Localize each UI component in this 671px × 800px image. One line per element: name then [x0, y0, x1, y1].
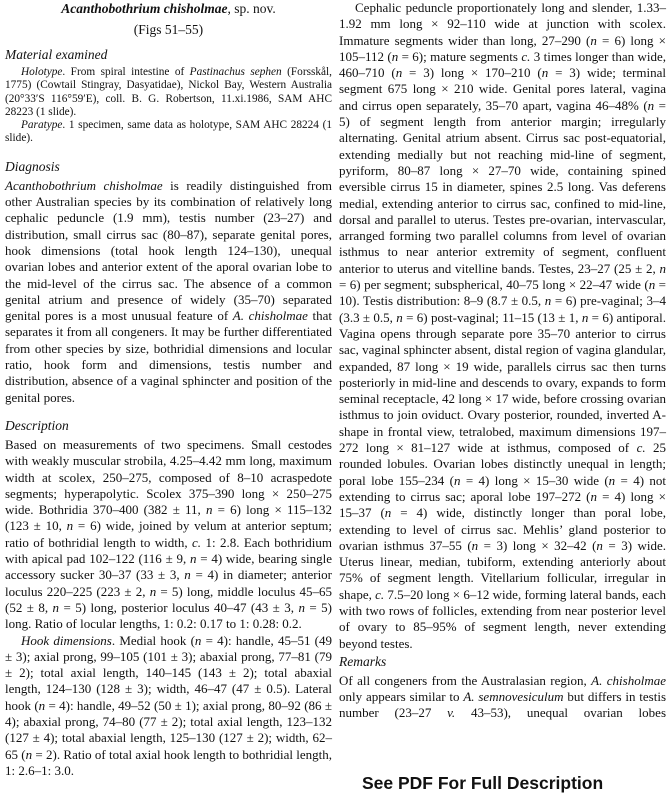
text-run: = 6) long × 105–112 (	[339, 32, 666, 64]
text-run: 7.5–20 long × 6–12 wide, forming lateral bands, each with two rows of follicles, extending from near posterior level of ovary to 85–95% of segment length, never extending beyond testes.	[339, 586, 666, 651]
text-run: 1: 2.8. Each bothridium with apical pad 102–122 (116 ± 9,	[5, 534, 333, 567]
diagnosis-heading: Diagnosis	[5, 158, 60, 174]
italic-text-run: n	[648, 277, 656, 293]
text-run: = 10). Testis distribution: 8–9 (8.7 ± 0.5,	[339, 277, 666, 309]
remarks-paragraph	[339, 673, 666, 722]
text-run: is readily distinguished from other Australian species by its combination of relatively long cephalic peduncle (1.9 mm), testis number (23–27) and distribution, small cirrus sac (80–87), separate genital pores, hook dimensions (total hook length 124–130), unequal ovarian lobes and anterior extent of the aporal ovarian lobe to the mid-level of the cirrus sac. The absence of a common genital atrium and presence of widely (35–70) separated genital pores is a most unusual feature of	[5, 177, 332, 324]
text-run: = 4) in diameter; anterior loculus 220–225 (223 ± 2,	[5, 567, 333, 599]
text-run: . Medial hook (	[111, 632, 195, 648]
species-title	[5, 0, 332, 17]
text-run: 3 times longer than wide, 460–710 (	[339, 48, 666, 81]
italic-text-run: n	[184, 567, 191, 583]
italic-text-run: n	[659, 260, 666, 276]
material-examined-heading: Material examined	[5, 47, 108, 62]
text-run: only appears similar to	[339, 689, 464, 705]
text-run: = 4) long × 15–30 wide (	[460, 472, 609, 488]
species-status: , sp. nov.	[227, 1, 276, 16]
text-run: = 6) antiporal. Vagina opens through separate pore 35–70 anterior to cirrus sac, vaginal sphincter absent, distal region of vagina glandular, expanded, 87 long × 19 wide, parallels cirrus sac then turns posteriorly in mid-line and descends to ovary, expands to form seminal receptacle, 42 long × 17 wide, before crossing ovarian isthmus to join oviduct. Ovary posterior, rounded, inverted A-shape in frontal view, tetralobed, maximum dimensions 197–272 long × 81–127 wide at isthmus, composed of	[339, 309, 666, 456]
text-run: = 4) long × 15–37 (	[339, 488, 666, 521]
text-run: . 1 specimen, same data as holotype, SAM AHC 28224 (1 slide).	[5, 119, 332, 145]
italic-text-run: n	[52, 599, 60, 615]
italic-text-run: A. chisholmae	[232, 308, 308, 324]
italic-text-run: n	[396, 309, 403, 325]
italic-text-run: c.	[636, 440, 646, 456]
description-heading: Description	[5, 417, 69, 433]
text-run: = 2). Ratio of total axial hook length to bothridial length, 1: 2.6–1: 3.0.	[5, 746, 332, 778]
text-run: (Forsskål, 1775) (Cowtail Stingray, Dasyatidae), Nickol Bay, Western Australia (20°33′S 116°59′E), coll. B. G. Robertson, 11.xi.1986, SAM AHC 28223 (1 slide).	[5, 66, 333, 118]
italic-text-run: c.	[192, 534, 202, 550]
text-run: = 6) wide, joined by velum at anterior septum; ratio of bothridial length to width,	[5, 518, 332, 550]
italic-text-run: Holotype	[21, 66, 63, 78]
italic-text-run: n	[66, 518, 74, 534]
species-name: Acanthobothrium chisholmae	[61, 1, 228, 16]
italic-text-run: n	[25, 746, 33, 762]
italic-text-run: n	[205, 502, 213, 518]
remarks-heading: Remarks	[339, 653, 387, 669]
text-run: = 6); mature segments	[398, 48, 522, 64]
text-run: = 4) wide, distinctly longer than poral lobe, extending to level of cirrus sac. Mehlis’ gland posterior to ovarian isthmus 37–55 (	[339, 505, 666, 553]
left-column	[5, 0, 332, 779]
text-run: = 4) not extending to cirrus sac; aporal lobe 197–272 (	[339, 472, 667, 504]
italic-text-run: n	[596, 537, 603, 553]
text-run: that separates it from all congeners. It may be further differentiated from other species by size, bothridial dimensions and locular ratio, hook form and dimensions, testis number and distribution, absence of a vaginal sphincter and position of the genital pores.	[5, 308, 333, 405]
italic-text-run: n	[189, 551, 197, 567]
italic-text-run: Hook dimensions	[21, 632, 112, 648]
italic-text-run: n	[149, 583, 157, 599]
text-run: = 4): handle, 49–52 (50 ± 1); axial prong, 80–92 (86 ± 4); abaxial prong, 74–80 (77 ± 2); total axial length, 123–132 (127 ± 4); total abaxial length, 125–130 (127 ± 2); width, 62–65 (	[5, 697, 332, 762]
right-column	[339, 0, 666, 722]
text-run: = 5) long. Ratio of locular lengths, 1: 0.2: 0.17 to 1: 0.28: 0.2.	[5, 599, 332, 632]
text-run: = 5) long, middle loculus 45–65 (52 ± 8,	[5, 583, 332, 615]
text-run: 43–53), unequal ovarian lobes	[455, 705, 666, 721]
text-run: = 4) wide, bearing single accessory sucker 30–37 (33 ± 3,	[5, 551, 333, 583]
text-run: = 6) post-vaginal; 11–15 (13 ± 1,	[402, 309, 582, 325]
italic-text-run: n	[590, 488, 598, 504]
text-run: = 5) long, posterior loculus 40–47 (43 ± 3,	[59, 599, 299, 615]
text-run: = 5) of segment length from anterior margin; irregularly alternating. Genital atrium absent. Cirrus sac post-equatorial, extending medially but not reaching mid-line of segment, pyriform, 80–87 long × 27–70 wide, containing spined eversible cirrus 15 in diameter, spines 2.5 long. Vas deferens medial, extending anterior to cirrus sac, confined to mid-line, dorsal and parallel to uterus. Testes pre-ovarian, intervascular, arranged forming two parallel columns from level of ovarian isthmus to near anterior extremity of segment, confluent anterior to uterus and vitelline bands. Testes, 23–27 (25 ± 2,	[339, 97, 666, 276]
peduncle-paragraph	[339, 0, 666, 652]
italic-text-run: n	[395, 65, 403, 81]
italic-text-run: Pastinachus sephen	[189, 66, 282, 78]
italic-text-run: n	[647, 97, 655, 113]
text-run: Cephalic peduncle proportionately long and slender, 1.33–1.92 mm long × 92–110 wide at junction with scolex. Immature segments wider than long, 27–290 (	[339, 0, 666, 48]
holotype-paragraph	[5, 66, 332, 119]
italic-text-run: v.	[447, 705, 456, 721]
italic-text-run: Acanthobothrium chisholmae	[5, 177, 163, 193]
italic-text-run: A. chisholmae	[591, 672, 666, 688]
italic-text-run: c.	[521, 48, 531, 64]
italic-text-run: n	[194, 632, 202, 648]
text-run: = 6) long × 115–132 (123 ± 10,	[5, 502, 333, 534]
text-run: = 3) long × 170–210 (	[402, 65, 542, 81]
text-run: 25 rounded lobules. Ovarian lobes distinctly unequal in length; poral lobe 155–234 (	[339, 440, 667, 488]
full-description-banner: See PDF For Full Description	[362, 773, 604, 793]
text-run: = 3) wide. Uterus linear, median, tubiform, extending anteriorly about 75% of segment length. Vitellarium follicular, irregular in shape,	[339, 537, 667, 602]
italic-text-run: n	[541, 65, 549, 81]
italic-text-run: n	[298, 599, 305, 615]
text-run: . From spiral intestine of	[62, 66, 190, 78]
italic-text-run: n	[384, 505, 392, 521]
italic-text-run: n	[38, 697, 46, 713]
italic-text-run: n	[590, 32, 597, 48]
text-run: Based on measurements of two specimens. Small cestodes with weakly muscular strobila, 4.25–4.42 mm long, maximum width at scolex, 250–275, composed of 8–10 acraspedote segments; hyperapolytic. Scolex 375–390 long × 250–275 wide. Bothridia 370–400 (382 ± 11,	[5, 436, 332, 518]
italic-text-run: n	[391, 48, 399, 64]
description-paragraph	[5, 437, 332, 633]
text-run: = 3) long × 32–42 (	[478, 537, 597, 553]
text-run: Of all congeners from the Australasian region,	[339, 672, 592, 688]
text-run: = 4): handle, 45–51 (49 ± 3); axial prong, 99–105 (101 ± 3); abaxial prong, 77–81 (79 ± 2); total axial length, 140–145 (143 ± 2); total abaxial length, 124–130 (128 ± 3); width, 46–47 (47 ± 0.5). Lateral hook (	[5, 632, 332, 713]
diagnosis-paragraph	[5, 178, 332, 406]
italic-text-run: n	[608, 472, 616, 488]
italic-text-run: n	[471, 537, 479, 553]
italic-text-run: c.	[375, 586, 385, 602]
italic-text-run: A. semnovesiculum	[463, 689, 564, 705]
italic-text-run: n	[581, 309, 589, 325]
italic-text-run: n	[453, 472, 461, 488]
figure-reference: (Figs 51–55)	[133, 22, 204, 37]
hook-dimensions-paragraph	[5, 633, 332, 780]
text-run: = 6) pre-vaginal; 3–4 (3.3 ± 0.5,	[339, 293, 666, 325]
italic-text-run: n	[544, 293, 552, 309]
text-run: = 6) per segment; subspherical, 40–75 long × 22–47 wide (	[339, 277, 649, 293]
italic-text-run: Paratype	[21, 119, 63, 132]
paratype-paragraph	[5, 119, 332, 146]
text-run: but differs in testis number (23–27	[339, 689, 667, 721]
text-run: = 3) wide; terminal segment 675 long × 210 wide. Genital pores lateral, vagina and cirrus open separately, 35–70 apart, vagina 46–48% (	[339, 65, 666, 113]
